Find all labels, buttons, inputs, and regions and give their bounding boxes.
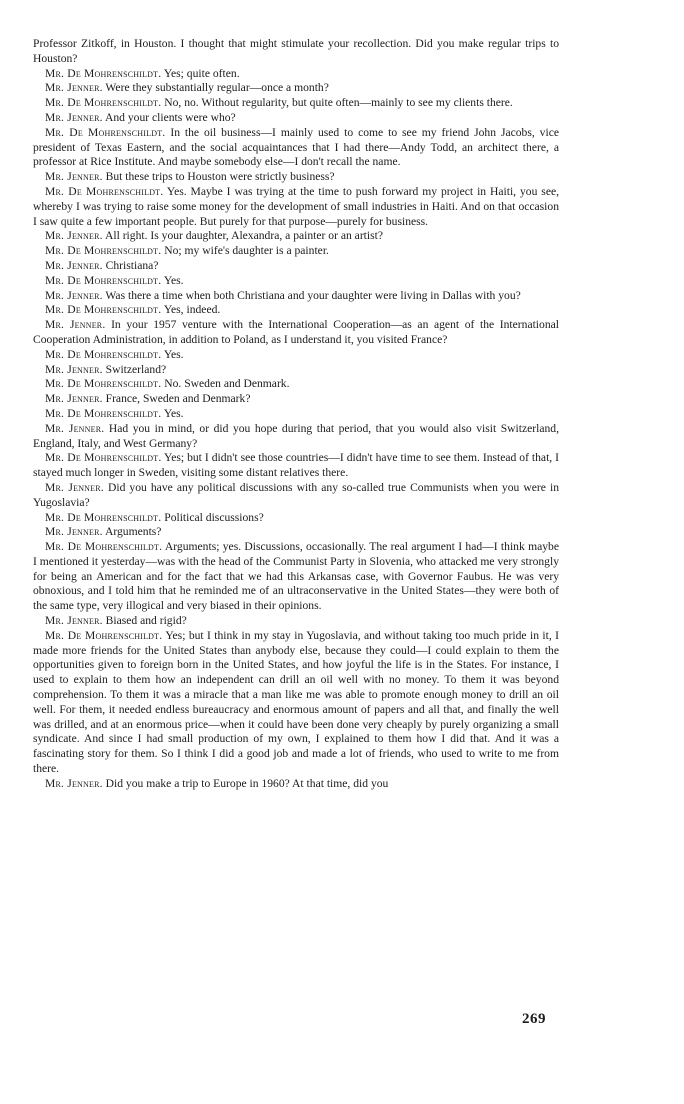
testimony-paragraph xyxy=(33,170,559,185)
speaker-name: Mr. De Mohrenschildt. xyxy=(45,303,162,317)
testimony-paragraph xyxy=(33,229,559,244)
paragraph-text: But these trips to Houston were strictly business? xyxy=(105,170,335,184)
speaker-name: Mr. Jenner. xyxy=(45,392,103,406)
speaker-name: Mr. Jenner. xyxy=(45,170,103,184)
paragraph-text: In your 1957 venture with the International Cooperation—as an agent of the International Cooperation Administration, in addition to Poland, as I understand it, you visited France? xyxy=(33,318,559,346)
speaker-name: Mr. Jenner. xyxy=(45,318,106,332)
paragraph-text: Arguments; yes. Discussions, occasionally. The real argument I had—I think maybe I mentioned it yesterday—was with the head of the Communist Party in Slovenia, who attacked me very strongly for being an American and for the fact that we had this Arkansas case, with Governor Faubus. He was very obnoxious, and I told him that he reminded me of an ultraconservative in the United States—they were both of the same type, very illogical and very biased in their opinions. xyxy=(33,540,559,613)
paragraph-text: No; my wife's daughter is a painter. xyxy=(164,244,329,258)
testimony-paragraph xyxy=(33,126,559,170)
testimony-paragraph xyxy=(33,511,559,526)
paragraph-text: Were they substantially regular—once a month? xyxy=(105,81,329,95)
testimony-paragraph xyxy=(33,111,559,126)
speaker-name: Mr. De Mohrenschildt. xyxy=(45,273,162,287)
testimony-paragraph xyxy=(33,422,559,452)
paragraph-text: Yes. xyxy=(163,406,184,420)
paragraph-text: France, Sweden and Denmark? xyxy=(105,392,251,406)
testimony-paragraph xyxy=(33,185,559,229)
paragraph-text: And your clients were who? xyxy=(104,110,236,124)
paragraph-text: Christiana? xyxy=(105,258,159,272)
testimony-paragraph xyxy=(33,37,559,67)
testimony-paragraph xyxy=(33,392,559,407)
paragraph-text: Political discussions? xyxy=(164,510,264,524)
paragraph-text: Yes; quite often. xyxy=(163,66,240,80)
testimony-paragraph xyxy=(33,244,559,259)
testimony-text xyxy=(33,37,559,792)
speaker-name: Mr. De Mohrenschildt. xyxy=(45,406,162,420)
speaker-name: Mr. De Mohrenschildt. xyxy=(45,184,164,198)
paragraph-text: Yes. xyxy=(163,273,184,287)
speaker-name: Mr. De Mohrenschildt. xyxy=(45,125,166,139)
testimony-paragraph xyxy=(33,318,559,348)
paragraph-text: Yes. xyxy=(163,347,184,361)
speaker-name: Mr. De Mohrenschildt. xyxy=(45,540,163,554)
paragraph-text: Yes; but I think in my stay in Yugoslavia, and without taking too much pride in it, I made more friends for the United States than anybody else, because they could—I could explain to them the opportunities given to foreign born in the United States, and how joyful the life is in the States. For instance, I used to explain to them how an independent can drill an oil well with no money. To them it was beyond comprehension. To them it was a miracle that a man like me was able to promote enough money to drill an oil well. For them, it needed endless bureaucracy and enormous amount of papers and all that, and finally the well was drilled, and at an enormous price—when it could have been done very cheaply by purely organizing a small syndicate. And since I had small production of my own, I explained to them how I did that. And it was a fascinating story for them. So I think I did a good job and made a lot of friends, who used to write to me from there. xyxy=(33,628,560,776)
speaker-name: Mr. Jenner. xyxy=(45,614,103,628)
paragraph-text: Professor Zitkoff, in Houston. I thought that might stimulate your recollection. Did you make regular trips to Houston? xyxy=(33,37,559,65)
paragraph-text: Yes, indeed. xyxy=(163,303,221,317)
paragraph-text: No, no. Without regularity, but quite often—mainly to see my clients there. xyxy=(164,96,513,110)
paragraph-text: Had you in mind, or did you hope during that period, that you would also visit Switzerland, England, Italy, and West Germany? xyxy=(33,421,559,450)
speaker-name: Mr. Jenner. xyxy=(45,258,103,272)
testimony-paragraph xyxy=(33,481,559,511)
testimony-paragraph xyxy=(33,777,559,792)
testimony-paragraph xyxy=(33,348,559,363)
testimony-paragraph xyxy=(33,96,559,111)
testimony-paragraph xyxy=(33,540,559,614)
page-number: 269 xyxy=(522,1011,546,1027)
paragraph-text: All right. Is your daughter, Alexandra, a painter or an artist? xyxy=(104,229,384,243)
paragraph-text: Did you have any political discussions with any so-called true Communists when you were in Yugoslavia? xyxy=(33,480,559,509)
paragraph-text: Switzerland? xyxy=(105,362,167,376)
speaker-name: Mr. De Mohrenschildt. xyxy=(45,347,162,361)
testimony-paragraph xyxy=(33,259,559,274)
speaker-name: Mr. De Mohrenschildt. xyxy=(45,244,162,258)
testimony-paragraph xyxy=(33,525,559,540)
paragraph-text: Yes; but I didn't see those countries—I didn't have time to see them. Instead of that, I stayed much longer in Sweden, visiting some distant relatives there. xyxy=(33,451,560,480)
testimony-paragraph xyxy=(33,451,559,481)
speaker-name: Mr. Jenner. xyxy=(45,525,103,539)
paragraph-text: Yes. Maybe I was trying at the time to push forward my project in Haiti, you see, whereby I was trying to raise some money for the development of small industries in Haiti. And on that occasion I saw quite a few important people. But purely for that purpose—purely for business. xyxy=(33,184,560,228)
testimony-paragraph xyxy=(33,81,559,96)
speaker-name: Mr. Jenner. xyxy=(45,362,103,376)
speaker-name: Mr. De Mohrenschildt. xyxy=(45,628,163,642)
speaker-name: Mr. De Mohrenschildt. xyxy=(45,96,162,110)
testimony-paragraph xyxy=(33,377,559,392)
testimony-paragraph xyxy=(33,614,559,629)
paragraph-text: Was there a time when both Christiana and your daughter were living in Dallas with you? xyxy=(105,288,521,302)
speaker-name: Mr. De Mohrenschildt. xyxy=(45,510,162,524)
speaker-name: Mr. Jenner. xyxy=(45,776,103,790)
speaker-name: Mr. Jenner. xyxy=(45,229,103,243)
speaker-name: Mr. De Mohrenschildt. xyxy=(45,451,162,465)
speaker-name: Mr. Jenner. xyxy=(45,421,105,435)
testimony-paragraph xyxy=(33,274,559,289)
speaker-name: Mr. De Mohrenschildt. xyxy=(45,377,162,391)
testimony-paragraph xyxy=(33,363,559,378)
paragraph-text: Did you make a trip to Europe in 1960? At that time, did you xyxy=(105,776,389,790)
speaker-name: Mr. Jenner. xyxy=(45,110,103,124)
speaker-name: Mr. De Mohrenschildt. xyxy=(45,66,162,80)
speaker-name: Mr. Jenner. xyxy=(45,81,103,95)
paragraph-text: Biased and rigid? xyxy=(105,614,187,628)
testimony-paragraph xyxy=(33,629,559,777)
testimony-paragraph xyxy=(33,67,559,82)
paragraph-text: No. Sweden and Denmark. xyxy=(164,377,290,391)
testimony-paragraph xyxy=(33,289,559,304)
paragraph-text: Arguments? xyxy=(104,525,162,539)
paragraph-text: In the oil business—I mainly used to come to see my friend John Jacobs, vice president of Texas Eastern, and the social acquaintances that I had there—Andy Todd, an architect there, a professor at Rice Institute. And maybe somebody else—I don't recall the name. xyxy=(33,125,559,169)
testimony-paragraph xyxy=(33,407,559,422)
speaker-name: Mr. Jenner. xyxy=(45,480,104,494)
testimony-paragraph xyxy=(33,303,559,318)
speaker-name: Mr. Jenner. xyxy=(45,288,103,302)
